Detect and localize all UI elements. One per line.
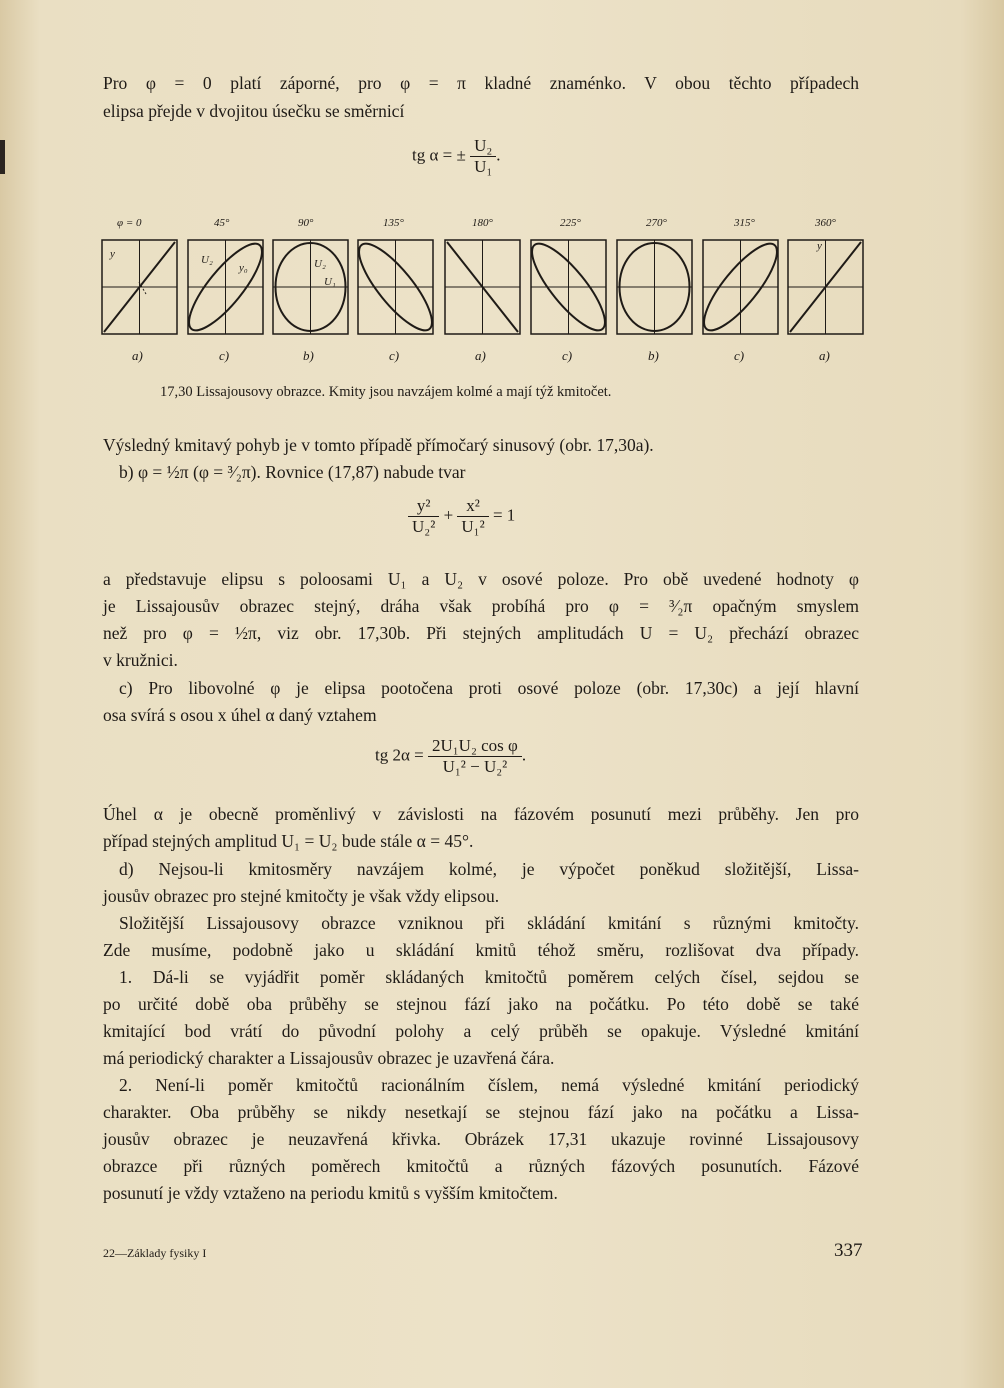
figure-bottom-label: c) (562, 348, 573, 363)
text-line: b) φ = ½π (φ = ³⁄₂π). Rovnice (17,87) nabude tvar (119, 462, 466, 482)
axis-label-y: y (817, 240, 822, 252)
text-line: případ stejných amplitud U₁ = U₂ bude stále α = 45°. (103, 831, 474, 851)
fraction (457, 496, 488, 537)
figure-top-label: 225° (560, 217, 581, 229)
figure-top-label: 270° (646, 217, 667, 229)
figure-diagrams (0, 232, 1004, 352)
binding-edge-mark (0, 140, 5, 174)
figure-top-label: 180° (472, 217, 493, 229)
figure-bottom-label: a) (132, 348, 143, 363)
text-line: Úhel α je obecně proměnlivý v závislosti na fázovém posunutí mezi průběhy. Jen pro (103, 804, 859, 824)
text-line: Pro φ = 0 platí záporné, pro φ = π kladné znaménko. V obou těchto případech (103, 73, 859, 93)
text-line: jousův obrazec pro stejné kmitočty je však vždy elipsou. (103, 886, 500, 906)
formula-ellipse (408, 496, 515, 537)
text-line: než pro φ = ½π, viz obr. 17,30b. Při stejných amplitudách U = U₂ přechází obrazec (103, 623, 859, 643)
text-line: Zde musíme, podobně jako u skládání kmitů téhož směru, rozlišovat dva případy. (103, 940, 859, 960)
axis-label-u2: U₂ (314, 258, 326, 270)
text-line: posunutí je vždy vztaženo na periodu kmitů s vyšším kmitočtem. (103, 1183, 558, 1203)
panel-b-270 (617, 240, 692, 334)
text-line: charakter. Oba průběhy se nikdy nesetkají se stejnou fází jako na počátku a Lissa- (103, 1102, 859, 1122)
figure-top-label: φ = 0 (117, 217, 142, 229)
text-line: v kružnici. (103, 650, 178, 670)
figure-bottom-label: b) (303, 348, 314, 363)
text-line: po určité době oba průběhy se stejnou fází jako na počátku. Po této době se také (103, 994, 859, 1014)
figure-top-label: 90° (298, 217, 314, 229)
axis-label-u2: U₂ (201, 254, 213, 266)
text-line: d) Nejsou-li kmitosměry navzájem kolmé, je výpočet poněkud složitější, Lissa- (119, 859, 859, 879)
figure-bottom-label: a) (475, 348, 486, 363)
fraction (428, 736, 522, 777)
fraction-numerator: U₂ (470, 136, 496, 157)
figure-top-label: 45° (214, 217, 230, 229)
fraction-denominator: U₁² − U₂² (442, 757, 508, 776)
formula-end: . (496, 145, 501, 165)
text-line: má periodický charakter a Lissajousův obrazec je uzavřená čára. (103, 1048, 555, 1068)
figure-bottom-label: c) (389, 348, 400, 363)
text-line: kmitající bod vrátí do původní polohy a celý průběh se opakuje. Výsledné kmitání (103, 1021, 859, 1041)
fraction-denominator: U₁ (474, 157, 493, 176)
panel-c-315 (693, 234, 787, 339)
text-line: Složitější Lissajousovy obrazce vzniknou při skládání kmitání s různými kmitočty. (119, 913, 859, 933)
figure-bottom-label: c) (734, 348, 745, 363)
fraction-numerator: x² (457, 496, 488, 517)
fraction-numerator: 2U₁U₂ cos φ (428, 736, 522, 757)
fraction (408, 496, 439, 537)
fraction-numerator: y² (408, 496, 439, 517)
axis-label-y: y (110, 248, 115, 260)
text-line: elipsa přejde v dvojitou úsečku se směrnicí (103, 101, 405, 121)
text-line: a představuje elipsu s poloosami U₁ a U₂ v osové poloze. Pro obě uvedené hodnoty φ (103, 569, 859, 589)
figure-bottom-label: b) (648, 348, 659, 363)
formula-plus: + (443, 505, 454, 525)
fraction-denominator: U₁² (461, 517, 485, 536)
formula-rhs: = 1 (492, 505, 516, 525)
page-number: 337 (834, 1240, 863, 1261)
footer-signature: 22—Základy fysiky I (103, 1246, 207, 1260)
panel-a-180 (445, 240, 520, 334)
figure-top-label: 135° (383, 217, 404, 229)
formula-end: . (521, 745, 527, 765)
text-line: je Lissajousův obrazec stejný, dráha však probíhá pro φ = ³⁄₂π opačným smyslem (103, 596, 859, 616)
text-line: 1. Dá-li se vyjádřit poměr skládaných kmitočtů poměrem celých čísel, sejdou se (119, 967, 859, 987)
text-line: osa svírá s osou x úhel α daný vztahem (103, 705, 377, 725)
formula-tg-2alpha (375, 736, 526, 777)
text-line: jousův obrazec je neuzavřená křivka. Obrázek 17,31 ukazuje rovinné Lissajousovy (103, 1129, 859, 1149)
figure-bottom-label: c) (219, 348, 230, 363)
formula-lhs: tg 2α = (375, 745, 424, 765)
text-line: Výsledný kmitavý pohyb je v tomto případě přímočarý sinusový (obr. 17,30a). (103, 435, 654, 455)
text-line: obrazce při různých poměrech kmitočtů a různých fázových posunutích. Fázové (103, 1156, 859, 1176)
panel-b-90 (273, 240, 348, 334)
figure-top-label: 315° (734, 217, 755, 229)
panel-c-225 (521, 234, 615, 339)
figure-bottom-label: a) (819, 348, 830, 363)
figure-top-label: 360° (815, 217, 836, 229)
axis-label-y0: y₀ (239, 262, 248, 274)
fraction (470, 136, 496, 177)
formula-lhs: tg α = ± (412, 145, 466, 165)
fraction-denominator: U₂² (412, 517, 436, 536)
formula-tg-alpha (412, 136, 501, 177)
panel-c-135 (348, 234, 442, 339)
text-line: c) Pro libovolné φ je elipsa pootočena proti osové poloze (obr. 17,30c) a její hlavní (119, 678, 859, 698)
panel-c-45 (178, 234, 272, 339)
text-line: 2. Není-li poměr kmitočtů racionálním číslem, nemá výsledné kmitání periodický (119, 1075, 859, 1095)
axis-label-u1: U₁ (324, 276, 336, 288)
figure-caption: 17,30 Lissajousovy obrazce. Kmity jsou navzájem kolmé a mají týž kmitočet. (160, 384, 612, 400)
panel-a-360 (788, 240, 863, 334)
